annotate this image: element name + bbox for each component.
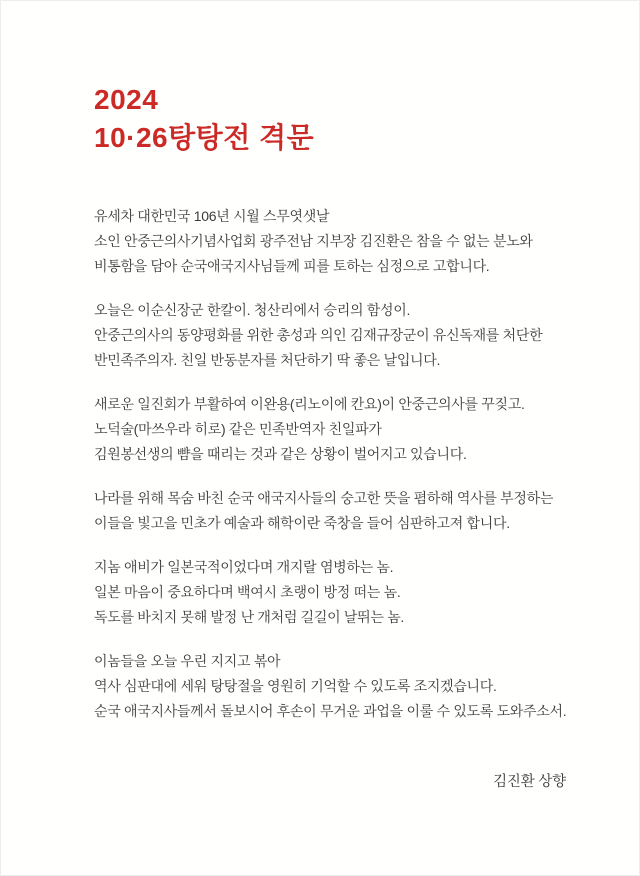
text-line: 유세차 대한민국 106년 시월 스무엿샛날 (94, 208, 330, 224)
text-line: 일본 마음이 중요하다며 백여시 초랭이 방정 떠는 놈. (94, 584, 401, 600)
paragraph-situation (94, 392, 570, 467)
text-line: 이놈들을 오늘 우린 지지고 볶아 (94, 653, 281, 669)
paragraph-today (94, 298, 570, 373)
text-line: 노덕술(마쓰우라 히로) 같은 민족반역자 친일파가 (94, 421, 382, 437)
paragraph-closing (94, 649, 570, 724)
text-line: 이들을 빛고을 민초가 예술과 해학이란 죽창을 들어 심판하고져 합니다. (94, 515, 510, 531)
title-year: 2024 (94, 84, 159, 115)
text-line: 새로운 일진회가 부활하여 이완용(리노이에 칸요)이 안중근의사를 꾸짖고. (94, 396, 525, 412)
title-main: 10·26탕탕전 격문 (94, 122, 315, 153)
text-line: 소인 안중근의사기념사업회 광주전남 지부장 김진환은 참을 수 없는 분노와 (94, 233, 533, 249)
text-line: 오늘은 이순신장군 한칼이. 청산리에서 승리의 함성이. (94, 302, 411, 318)
paragraph-opening (94, 204, 570, 279)
text-line: 독도를 바치지 못해 발정 난 개처럼 길길이 날뛰는 놈. (94, 609, 405, 625)
text-line: 역사 심판대에 세워 탕탕절을 영원히 기억할 수 있도록 조지겠습니다. (94, 678, 497, 694)
paragraph-accusations (94, 555, 570, 630)
text-line: 지놈 애비가 일본국적이었다며 개지랄 염병하는 놈. (94, 559, 394, 575)
paragraph-judgement (94, 486, 570, 536)
signature: 김진환 상향 (493, 774, 566, 790)
document-content (94, 81, 570, 795)
document-title (94, 81, 570, 157)
text-line: 나라를 위해 목숨 바친 순국 애국지사들의 숭고한 뜻을 폄하해 역사를 부정하는 (94, 490, 554, 506)
text-line: 안중근의사의 동양평화를 위한 총성과 의인 김재규장군이 유신독재를 처단한 (94, 327, 543, 343)
text-line: 비통함을 담아 순국애국지사님들께 피를 토하는 심정으로 고합니다. (94, 258, 490, 274)
text-line: 김원봉선생의 뺨을 때리는 것과 같은 상황이 벌어지고 있습니다. (94, 446, 467, 462)
text-line: 반민족주의자. 친일 반동분자를 처단하기 딱 좋은 날입니다. (94, 352, 441, 368)
text-line: 순국 애국지사들께서 돌보시어 후손이 무거운 과업을 이룰 수 있도록 도와주소서. (94, 703, 567, 719)
